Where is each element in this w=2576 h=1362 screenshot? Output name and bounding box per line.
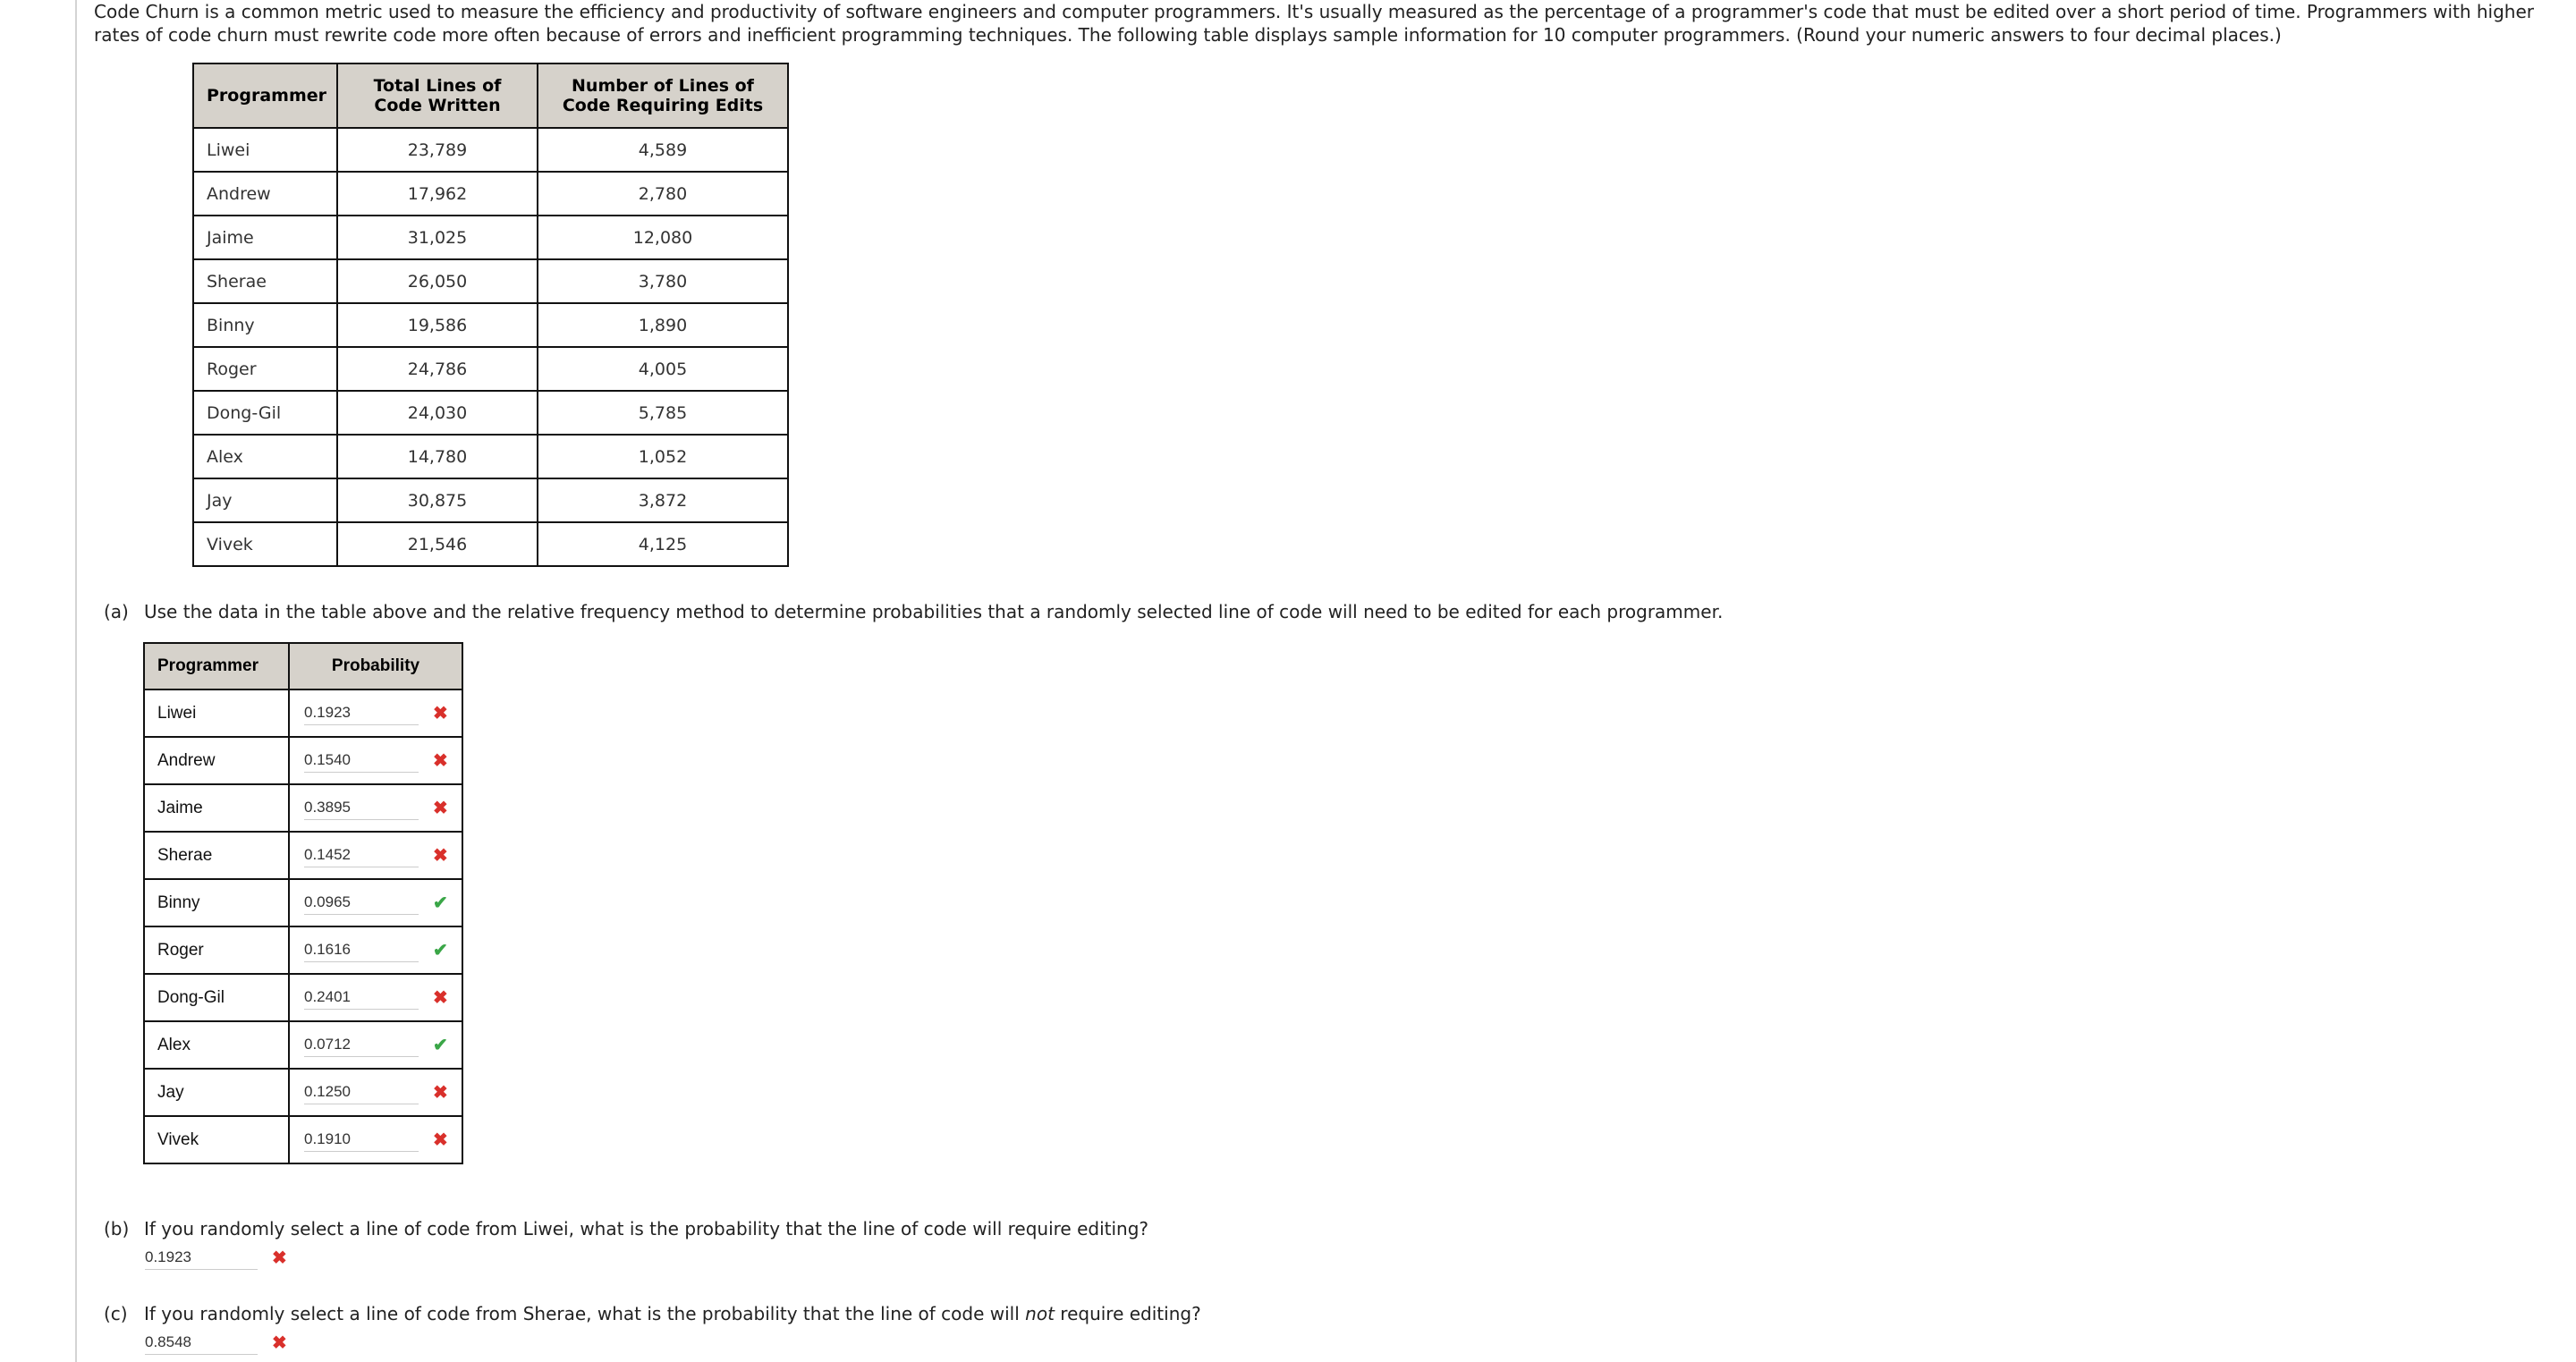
answer-row — [144, 832, 462, 879]
edit-lines-value: 1,890 — [538, 303, 788, 347]
cross-icon: ✖ — [272, 1332, 287, 1353]
probability-answer-field[interactable]: 0.1910 — [304, 1128, 419, 1152]
edit-lines-value: 2,780 — [538, 172, 788, 216]
answer-row — [144, 689, 462, 737]
programmer-name: Jay — [193, 478, 337, 522]
part-b-question — [104, 1218, 1148, 1239]
probability-answer-table — [143, 642, 463, 1164]
programmer-name: Roger — [193, 347, 337, 391]
answer-programmer-name: Jaime — [144, 784, 289, 832]
problem-intro: Code Churn is a common metric used to measure the efficiency and productivity of software engineers and computer programmers. It's usually measured as the percentage of a programmer's code that must be edited over a short period of time. Programmers with higher rates of code churn must rewrite code more often because of errors and inefficient programming techniques. The following table displays sample information for 10 computer programmers. (Round your numeric answers to four decimal places.) — [94, 1, 2535, 46]
total-lines-value: 17,962 — [337, 172, 538, 216]
cross-icon: ✖ — [433, 750, 448, 771]
total-lines-value: 23,789 — [337, 128, 538, 172]
answer-row — [144, 784, 462, 832]
answer-programmer-name: Jay — [144, 1069, 289, 1116]
answer-cell — [289, 879, 462, 926]
probability-answer-field[interactable]: 0.1540 — [304, 749, 419, 773]
part-a-label: (a) — [104, 601, 129, 622]
answer-programmer-name: Alex — [144, 1021, 289, 1069]
probability-answer-field[interactable]: 0.1923 — [304, 701, 419, 725]
edit-lines-value: 3,872 — [538, 478, 788, 522]
table-row — [193, 435, 788, 478]
answer-cell — [289, 974, 462, 1021]
check-icon: ✔ — [433, 1035, 448, 1055]
answer-programmer-name: Vivek — [144, 1116, 289, 1163]
check-icon: ✔ — [433, 940, 448, 960]
cross-icon: ✖ — [433, 798, 448, 818]
part-c-emphasis: not — [1025, 1303, 1055, 1324]
cross-icon: ✖ — [272, 1248, 287, 1268]
part-b-label: (b) — [104, 1218, 130, 1239]
answer-cell — [289, 689, 462, 737]
table-row — [193, 391, 788, 435]
part-a-text: Use the data in the table above and the relative frequency method to determine probabilities that a randomly selected line of code will need to be edited for each programmer. — [144, 601, 1724, 622]
programmer-name: Sherae — [193, 259, 337, 303]
programmer-name: Jaime — [193, 216, 337, 259]
programmer-name: Binny — [193, 303, 337, 347]
cross-icon: ✖ — [433, 1129, 448, 1150]
total-lines-value: 31,025 — [337, 216, 538, 259]
header-lines-requiring-edits: Number of Lines of Code Requiring Edits — [538, 63, 788, 128]
header-programmer: Programmer — [193, 63, 337, 128]
part-c-question — [104, 1303, 1201, 1324]
answer-cell — [289, 737, 462, 784]
answer-row — [144, 926, 462, 974]
header-total-lines: Total Lines of Code Written — [337, 63, 538, 128]
answer-header-probability: Probability — [289, 643, 462, 689]
edit-lines-value: 12,080 — [538, 216, 788, 259]
part-b-answer — [145, 1246, 292, 1270]
cross-icon: ✖ — [433, 987, 448, 1008]
table-row — [193, 347, 788, 391]
answer-programmer-name: Roger — [144, 926, 289, 974]
answer-programmer-name: Binny — [144, 879, 289, 926]
part-c-label: (c) — [104, 1303, 128, 1324]
total-lines-value: 19,586 — [337, 303, 538, 347]
answer-row — [144, 879, 462, 926]
answer-cell — [289, 784, 462, 832]
cross-icon: ✖ — [433, 703, 448, 723]
probability-answer-field[interactable]: 0.2401 — [304, 986, 419, 1010]
answer-programmer-name: Sherae — [144, 832, 289, 879]
answer-cell — [289, 1021, 462, 1069]
left-border — [75, 0, 77, 1362]
table-row — [193, 128, 788, 172]
part-c-text-after: require editing? — [1054, 1303, 1201, 1324]
probability-answer-field[interactable]: 0.0712 — [304, 1033, 419, 1057]
probability-answer-field[interactable]: 0.3895 — [304, 796, 419, 820]
programmer-name: Andrew — [193, 172, 337, 216]
edit-lines-value: 3,780 — [538, 259, 788, 303]
answer-header-programmer: Programmer — [144, 643, 289, 689]
answer-programmer-name: Andrew — [144, 737, 289, 784]
edit-lines-value: 4,005 — [538, 347, 788, 391]
programmer-name: Liwei — [193, 128, 337, 172]
programmer-name: Dong-Gil — [193, 391, 337, 435]
table-row — [193, 303, 788, 347]
total-lines-value: 24,786 — [337, 347, 538, 391]
edit-lines-value: 5,785 — [538, 391, 788, 435]
edit-lines-value: 4,589 — [538, 128, 788, 172]
answer-row — [144, 1069, 462, 1116]
total-lines-value: 14,780 — [337, 435, 538, 478]
answer-programmer-name: Liwei — [144, 689, 289, 737]
answer-row — [144, 1116, 462, 1163]
programmer-name: Vivek — [193, 522, 337, 566]
answer-row — [144, 1021, 462, 1069]
part-b-text: If you randomly select a line of code from Liwei, what is the probability that the line of code will require editing? — [144, 1218, 1149, 1239]
total-lines-value: 30,875 — [337, 478, 538, 522]
cross-icon: ✖ — [433, 1082, 448, 1103]
probability-answer-field[interactable]: 0.1616 — [304, 938, 419, 962]
table-row — [193, 259, 788, 303]
table-row — [193, 216, 788, 259]
total-lines-value: 21,546 — [337, 522, 538, 566]
answer-cell — [289, 1116, 462, 1163]
programmer-name: Alex — [193, 435, 337, 478]
part-a-question — [104, 601, 1723, 622]
answer-row — [144, 737, 462, 784]
check-icon: ✔ — [433, 892, 448, 913]
edit-lines-value: 4,125 — [538, 522, 788, 566]
answer-cell — [289, 1069, 462, 1116]
edit-lines-value: 1,052 — [538, 435, 788, 478]
probability-answer-field[interactable]: 0.1452 — [304, 843, 419, 867]
answer-cell — [289, 832, 462, 879]
table-row — [193, 478, 788, 522]
total-lines-value: 26,050 — [337, 259, 538, 303]
table-row — [193, 522, 788, 566]
part-b-answer-field[interactable]: 0.1923 — [145, 1246, 258, 1270]
answer-programmer-name: Dong-Gil — [144, 974, 289, 1021]
probability-answer-field[interactable]: 0.0965 — [304, 891, 419, 915]
part-c-text-before: If you randomly select a line of code from Sherae, what is the probability that the line of code will — [144, 1303, 1026, 1324]
answer-row — [144, 974, 462, 1021]
answer-cell — [289, 926, 462, 974]
cross-icon: ✖ — [433, 845, 448, 866]
part-c-answer — [145, 1331, 292, 1355]
probability-answer-field[interactable]: 0.1250 — [304, 1080, 419, 1104]
programmer-data-table — [192, 63, 789, 567]
part-c-answer-field[interactable]: 0.8548 — [145, 1331, 258, 1355]
total-lines-value: 24,030 — [337, 391, 538, 435]
table-row — [193, 172, 788, 216]
